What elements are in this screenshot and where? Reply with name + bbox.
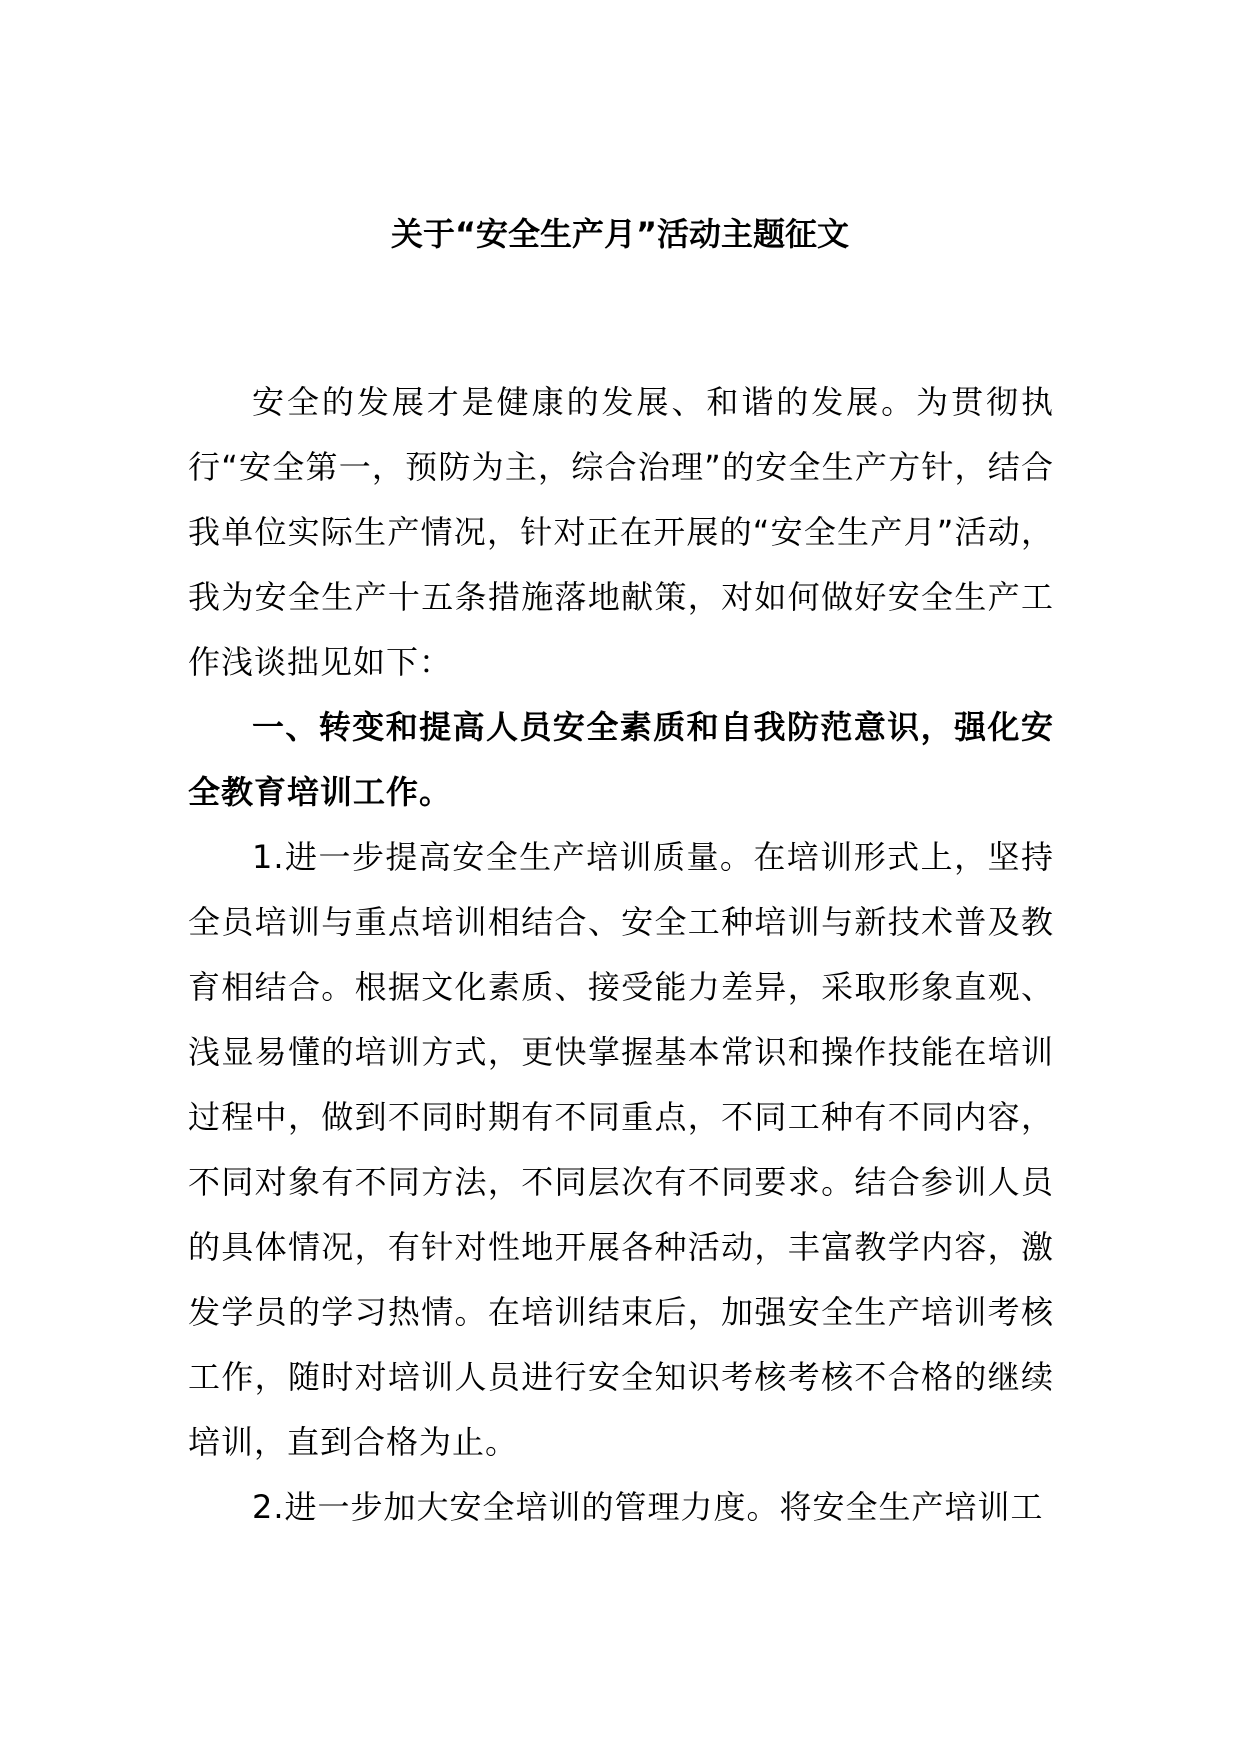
section-heading-1: 一、转变和提高人员安全素质和自我防范意识，强化安全教育培训工作。 <box>188 708 1054 811</box>
item-paragraph-1: 1.进一步提高安全生产培训质量。在培训形式上，坚持全员培训与重点培训相结合、安全工种培训与新技术普及教育相结合。根据文化素质、接受能力差异，采取形象直观、浅显易懂的培训方式，更快掌握基本常识和操作技能在培训过程中，做到不同时期有不同重点，不同工种有不同内容，不同对象有不同方法，不同层次有不同要求。结合参训人员的具体情况，有针对性地开展各种活动，丰富教学内容，激发学员的学习热情。在培训结束后，加强安全生产培训考核工作，随时对培训人员进行安全知识考核考核不合格的继续培训，直到合格为止。 <box>188 838 1054 1461</box>
document-body <box>188 370 1054 1540</box>
intro-paragraph: 安全的发展才是健康的发展、和谐的发展。为贯彻执行“安全第一，预防为主，综合治理”的安全生产方针，结合我单位实际生产情况，针对正在开展的“安全生产月”活动，我为安全生产十五条措施落地献策，对如何做好安全生产工作浅谈拙见如下： <box>188 383 1054 681</box>
document-title: 关于“安全生产月”活动主题征文 <box>390 215 850 253</box>
item-paragraph-2: 2.进一步加大安全培训的管理力度。将安全生产培训工 <box>252 1488 1044 1526</box>
